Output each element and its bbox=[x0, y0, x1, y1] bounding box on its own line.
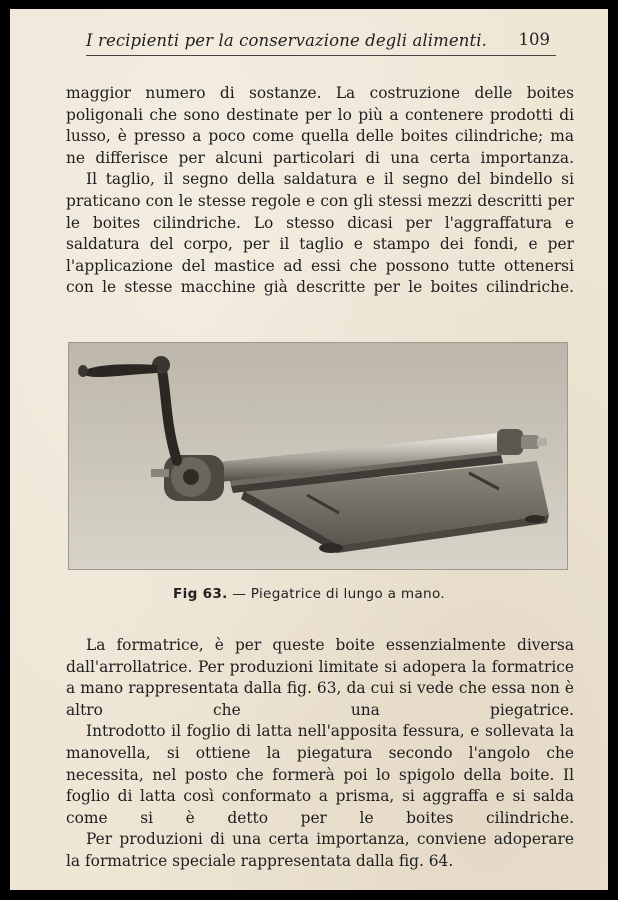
paragraph: Per produzioni di una certa importanza, conviene adoperare la formatrice speciale rappresentata dalla fig. 64. bbox=[66, 830, 574, 870]
paragraph: La formatrice, è per queste boite essenzialmente diversa dall'arrollatrice. Per produzioni limitate si adopera la formatrice a mano rappresentata dalla fig. 63, da cui si vede che essa non è altro che una piegatrice. bbox=[66, 636, 574, 719]
paragraph: Introdotto il foglio di latta nell'apposita fessura, e sollevata la manovella, si ottiene la piegatura secondo l'angolo che necessita, nel posto che formerà poi lo spigolo della boite. Il foglio di latta così conformato a prisma, si aggraffa e si salda come si è detto per le boites cilindriche. bbox=[66, 722, 574, 827]
body-text-bottom bbox=[66, 635, 574, 873]
figure-caption-text: — Piegatrice di lungo a mano. bbox=[232, 586, 445, 602]
running-header bbox=[86, 29, 556, 56]
running-title: I recipienti per la conservazione degli alimenti. bbox=[86, 31, 487, 50]
bending-machine-illustration bbox=[69, 343, 567, 569]
body-text-top bbox=[66, 83, 574, 299]
figure-label: Fig 63. bbox=[173, 586, 228, 602]
figure-caption bbox=[10, 586, 608, 602]
figure-bending-machine bbox=[68, 342, 568, 570]
book-page bbox=[10, 9, 608, 890]
paragraph: maggior numero di sostanze. La costruzione delle boites poligonali che sono destinate per lo più a contenere prodotti di lusso, è presso a poco come quella delle boites cilindriche; ma ne differisce per alcuni particolari di una certa importanza. bbox=[66, 84, 574, 167]
page-number: 109 bbox=[518, 30, 550, 49]
paragraph: Il taglio, il segno della saldatura e il segno del bindello si praticano con le stesse regole e con gli stessi mezzi descritti per le boites cilindriche. Lo stesso dicasi per l'aggraffatura e saldatura del corpo, per il taglio e stampo dei fondi, e per l'applicazione del mastice ad essi che possono tutte ottenersi con le stesse macchine già descritte per le boites cilindriche. bbox=[66, 170, 574, 297]
